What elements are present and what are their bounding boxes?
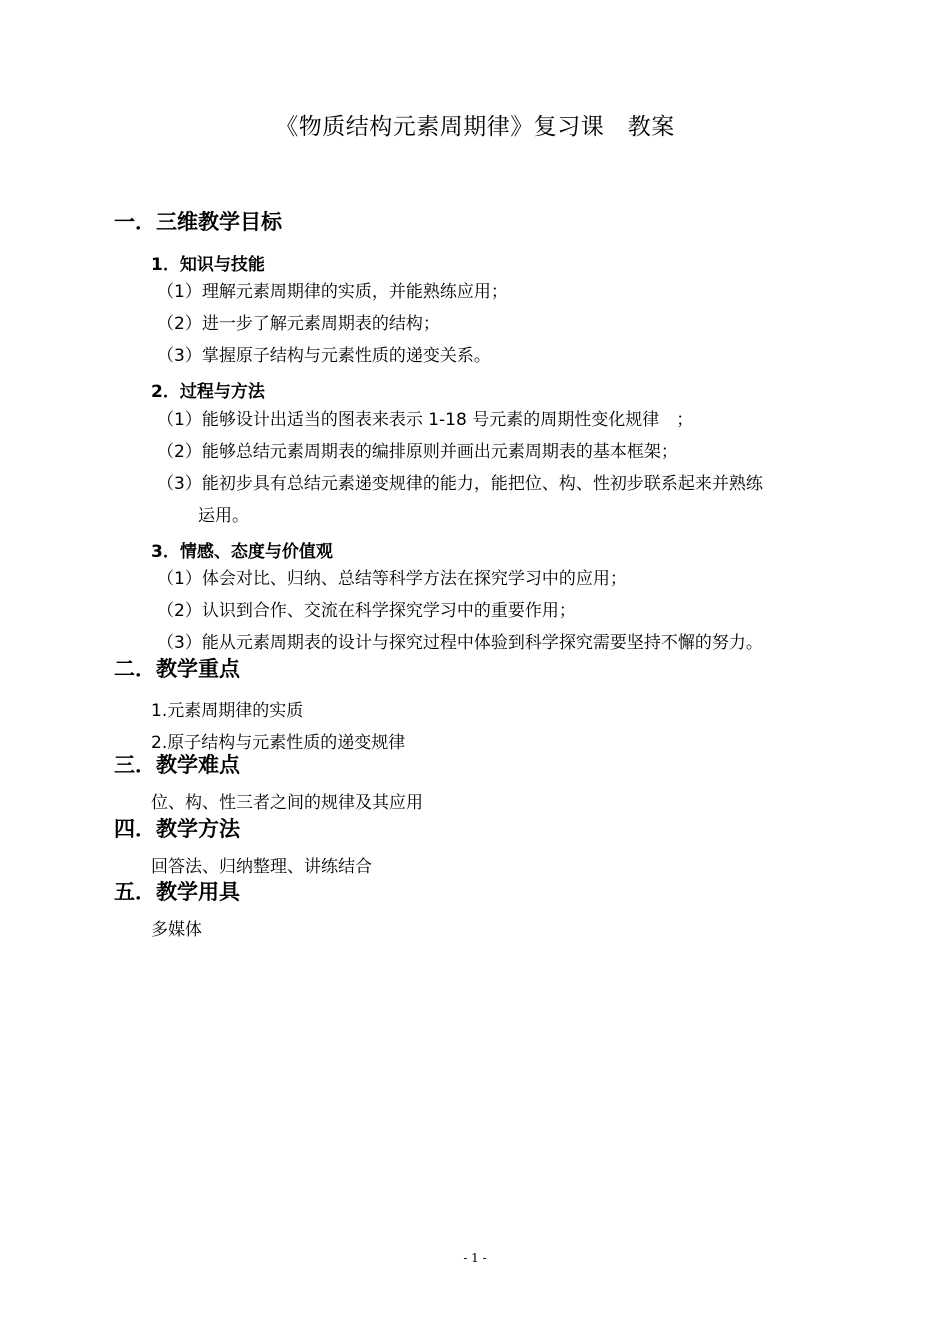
list-item: （2）能够总结元素周期表的编排原则并画出元素周期表的基本框架； — [157, 442, 678, 462]
list-item: （1）能够设计出适当的图表来表示 1-18 号元素的周期性变化规律 ； — [157, 410, 694, 430]
subheading-process-method: 2．过程与方法 — [151, 382, 265, 402]
document-title: 《物质结构元素周期律》复习课 教案 — [275, 114, 675, 140]
section-heading-objectives: 一．三维教学目标 — [114, 210, 282, 234]
list-item: 1.元素周期律的实质 — [151, 701, 304, 721]
list-item: （1）体会对比、归纳、总结等科学方法在探究学习中的应用； — [157, 569, 627, 589]
section-heading-difficulties: 三．教学难点 — [114, 753, 240, 777]
section-text: 多媒体 — [151, 920, 202, 940]
page-number: - 1 - — [463, 1251, 487, 1265]
section-heading-tools: 五．教学用具 — [114, 880, 240, 904]
list-item: （2）认识到合作、交流在科学探究学习中的重要作用； — [157, 601, 576, 621]
section-text: 位、构、性三者之间的规律及其应用 — [151, 793, 423, 813]
section-heading-methods: 四．教学方法 — [114, 817, 240, 841]
subheading-emotion-values: 3．情感、态度与价值观 — [151, 542, 333, 562]
list-item: （3）能初步具有总结元素递变规律的能力，能把位、构、性初步联系起来并熟练 — [157, 474, 763, 494]
section-text: 回答法、归纳整理、讲练结合 — [151, 857, 372, 877]
subheading-knowledge-skills: 1．知识与技能 — [151, 255, 265, 275]
list-item: （3）能从元素周期表的设计与探究过程中体验到科学探究需要坚持不懈的努力。 — [157, 633, 763, 653]
list-item: （1）理解元素周期律的实质，并能熟练应用； — [157, 282, 508, 302]
list-item: （3）掌握原子结构与元素性质的递变关系。 — [157, 346, 491, 366]
list-item: （2）进一步了解元素周期表的结构； — [157, 314, 440, 334]
list-item-continuation: 运用。 — [198, 506, 249, 526]
section-heading-key-points: 二．教学重点 — [114, 657, 240, 681]
list-item: 2.原子结构与元素性质的递变规律 — [151, 733, 406, 753]
